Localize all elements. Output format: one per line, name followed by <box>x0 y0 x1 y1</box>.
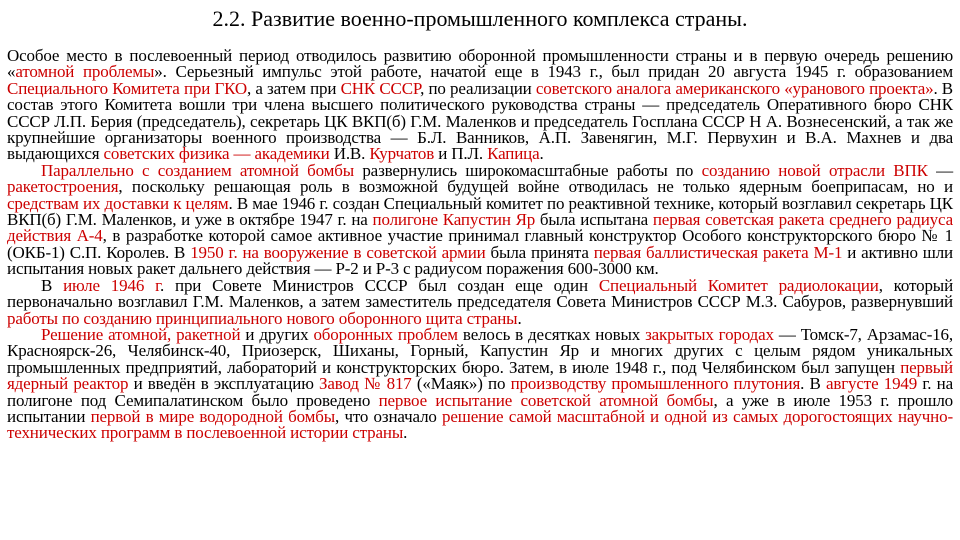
text-segment: и других <box>240 324 314 344</box>
text-segment: ». Серьезный импульс этой работе, начатой еще в 1943 г., был придан 20 августа 1945 г. образованием <box>154 62 954 82</box>
slide-title: 2.2. Развитие военно-промышленного комплекса страны. <box>212 6 748 31</box>
highlighted-term: Капица <box>487 144 540 164</box>
highlighted-term: решение самой масштабной и одной из самых дорогостоящих научно-технических программ в послевоенной истории страны <box>7 406 953 443</box>
text-segment: . <box>539 144 544 164</box>
text-segment: . В мае 1946 г. создан Специальный комитет по реактивной технике, который возглавил секретарь ЦК ВКП(б) Г.М. Маленков, и уже в октябре 1947 г. на <box>7 193 953 230</box>
text-segment: — Томск-7, Арзамас-16, Красноярск-26, Челябинск-40, Приозерск, Шиханы, Горный, Капустин Яр и многих других с целым рядом уникальных промышленных предприятий, лабораторий и конструкторских бюро. Затем, в июле 1948 г., под Челябинском был запущен <box>7 324 954 377</box>
highlighted-term: Завод № 817 <box>319 374 412 394</box>
text-segment: была принята <box>485 242 594 262</box>
highlighted-term: работы по созданию принципиального нового оборонного щита страны <box>7 308 518 328</box>
paragraph <box>7 160 954 279</box>
text-segment: И.В. <box>329 144 370 164</box>
text-segment: и активно шли испытания новых ракет дальнего действия — Р-2 и Р-3 с радиусом поражения 600-3000 км. <box>7 242 954 279</box>
text-segment: Особое место в послевоенный период отводилось развитию оборонной промышленности страны и в первую очередь решению « <box>7 46 953 82</box>
text-segment: — <box>927 160 953 180</box>
text-segment: . при Совете Министров СССР был создан еще один <box>160 275 599 295</box>
highlighted-term: первой в мире водородной бомбы <box>90 406 336 426</box>
paragraph <box>7 275 954 328</box>
highlighted-term: СНК СССР <box>340 78 421 98</box>
text-segment: была испытана <box>535 210 653 230</box>
text-segment: («Маяк») по <box>411 374 511 394</box>
text-segment: развернулись широкомасштабные работы по <box>354 160 702 180</box>
text-segment: , а затем при <box>247 78 341 98</box>
text-segment: , что означало <box>335 406 443 426</box>
highlighted-term: первая советская ракета среднего радиуса действия А-4 <box>7 210 953 246</box>
text-segment: . <box>517 308 522 328</box>
highlighted-term: советского аналога американского «уранового проекта» <box>535 78 934 98</box>
highlighted-term: советских физика — академики <box>103 144 330 164</box>
text-segment: . В состав этого Комитета вошли три члена высшего политического руководства страны — председатель Оперативного бюро СНК СССР Л.П. Берия (председатель), секретарь ЦК ВКП(б) Г.М. Маленков и председатель Госплана СССР Н А. Вознесенский, а так же крупнейшие организаторы военного производства — Б.Л. Ванников, А.П. Завенягин, М.Г. Первухин и В.А. Махнев и два выдающихся <box>7 78 953 164</box>
highlighted-term: июле 1946 г <box>63 275 160 295</box>
highlighted-term: 1950 г. на вооружение в советской армии <box>190 242 486 262</box>
text-segment: г. на полигоне под Семипалатинском было проведено <box>7 374 953 410</box>
text-segment: и введён в эксплуатацию <box>128 374 319 394</box>
highlighted-term: закрытых городах <box>645 324 774 344</box>
text-segment: , поскольку решающая роль в возможной будущей войне отводилась не только ядерным боеприпасам, но и <box>118 177 953 197</box>
text-segment: , в разработке которой самое активное участие принимал главный конструктор Особого конструкторского бюро № 1 (ОКБ-1) С.П. Королев. В <box>7 226 953 262</box>
highlighted-term: первое испытание советской атомной бомбы <box>378 390 714 410</box>
highlighted-term: полигоне Капустин Яр <box>372 210 536 230</box>
text-segment: и П.Л. <box>434 144 488 164</box>
highlighted-term: Специальный Комитет радиолокации <box>598 275 879 295</box>
paragraph <box>7 48 953 163</box>
text-segment: , по реализации <box>420 78 536 98</box>
highlighted-term: созданию новой отрасли ВПК <box>701 160 928 180</box>
highlighted-term: оборонных проблем <box>313 324 458 344</box>
highlighted-term: Специального Комитета при ГКО <box>7 78 248 98</box>
text-segment: , который первоначально возглавил Г.М. Маленков, а затем заместитель председателя Совета Министров СССР М.З. Сабуров, развернувший <box>7 275 954 312</box>
paragraph <box>7 324 954 443</box>
highlighted-term: средствам их доставки к целям <box>7 193 229 213</box>
highlighted-term: первая баллистическая ракета М-1 <box>593 242 843 262</box>
highlighted-term: атомной проблемы <box>15 62 155 82</box>
text-segment: В <box>41 275 64 295</box>
text-segment: . В <box>800 374 826 394</box>
highlighted-term: производству промышленного плутония <box>510 374 801 394</box>
highlighted-term: Решение атомной, ракетной <box>41 324 241 344</box>
text-segment: . <box>403 423 408 443</box>
highlighted-term: ракетостроения <box>7 177 119 197</box>
highlighted-term: первый ядерный реактор <box>7 357 953 394</box>
highlighted-term: августе 1949 <box>825 374 918 394</box>
highlighted-term: Курчатов <box>369 144 435 164</box>
body-text <box>7 48 953 442</box>
text-segment: велось в десятках новых <box>457 324 646 344</box>
text-segment: , а уже в июле 1953 г. прошло испытании <box>7 390 954 426</box>
highlighted-term: Параллельно с созданием атомной бомбы <box>41 160 354 180</box>
